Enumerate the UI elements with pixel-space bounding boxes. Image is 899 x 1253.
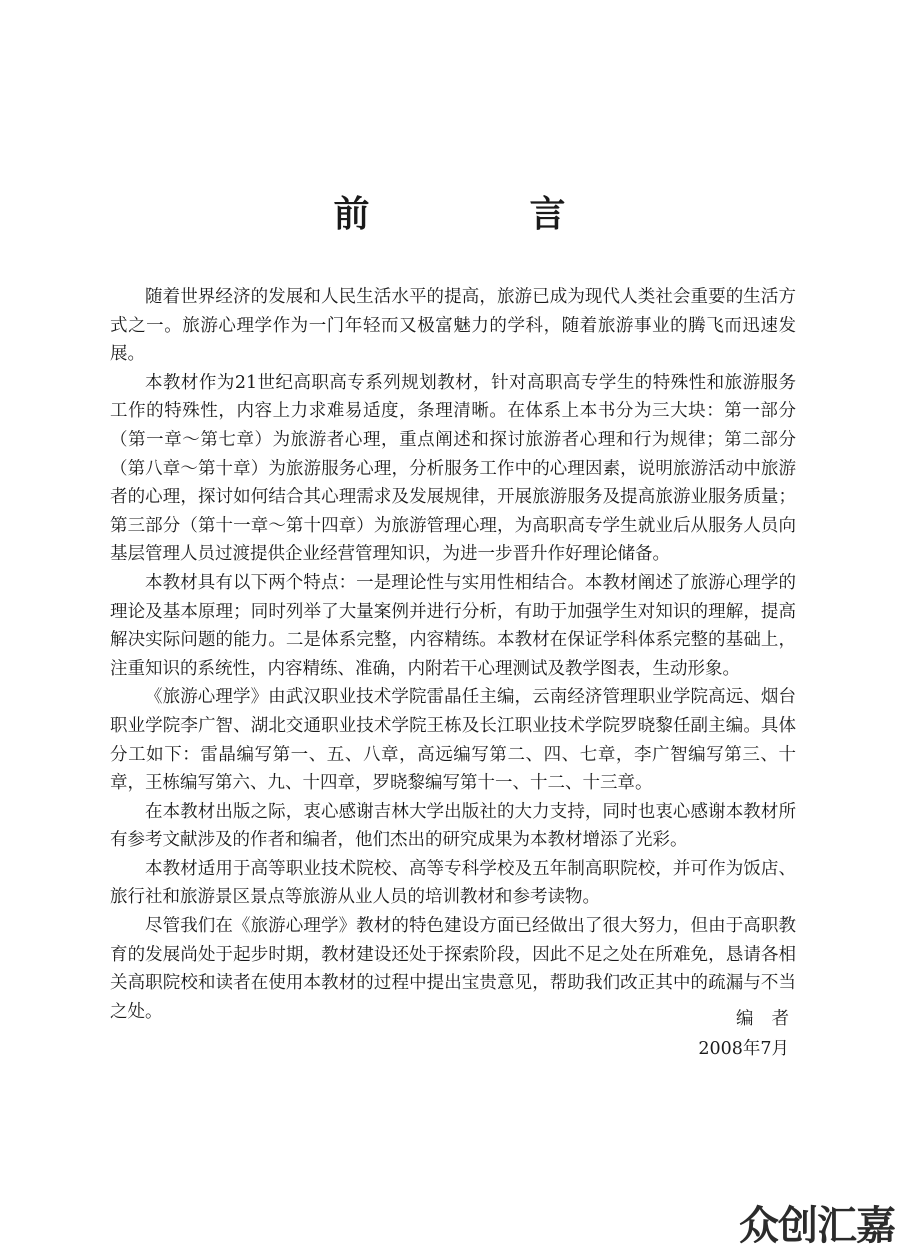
paragraph: 《旅游心理学》由武汉职业技术学院雷晶任主编，云南经济管理职业学院高远、烟台职业学院李广智、湖北交通职业技术学院王栋及长江职业技术学院罗晓黎任副主编。具体分工如下：雷晶编写第一、五、八章，高远编写第二、四、七章，李广智编写第三、十章，王栋编写第六、九、十四章，罗晓黎编写第十一、十二、十三章。: [110, 687, 796, 794]
paragraph: 本教材作为21世纪高职高专系列规划教材，针对高职高专学生的特殊性和旅游服务工作的特殊性，内容上力求难易适度，条理清晰。在体系上本书分为三大块：第一部分（第一章～第七章）为旅游者心理，重点阐述和探讨旅游者心理和行为规律；第二部分（第八章～第十章）为旅游服务心理，分析服务工作中的心理因素，说明旅游活动中旅游者的心理，探讨如何结合其心理需求及发展规律，开展旅游服务及提高旅游业服务质量；第三部分（第十一章～第十四章）为旅游管理心理，为高职高专学生就业后从服务人员向基层管理人员过渡提供企业经营管理知识，为进一步晋升作好理论储备。: [110, 372, 796, 565]
signature-date: 2008年7月: [698, 1039, 789, 1059]
paragraph: 在本教材出版之际，衷心感谢吉林大学出版社的大力支持，同时也衷心感谢本教材所有参考文献涉及的作者和编者，他们杰出的研究成果为本教材增添了光彩。: [110, 801, 796, 851]
preface-body: [110, 283, 796, 1026]
paragraph: 尽管我们在《旅游心理学》教材的特色建设方面已经做出了很大努力，但由于高职教育的发展尚处于起步时期，教材建设还处于探索阶段，因此不足之处在所难免，恳请各相关高职院校和读者在使用本教材的过程中提出宝贵意见，帮助我们改正其中的疏漏与不当之处。: [110, 916, 796, 1022]
watermark-logo: 众创汇嘉: [739, 1203, 895, 1249]
paragraph: 本教材适用于高等职业技术院校、高等专科学校及五年制高职院校，并可作为饭店、旅行社和旅游景区景点等旅游从业人员的培训教材和参考读物。: [110, 858, 796, 908]
paragraph: 本教材具有以下两个特点：一是理论性与实用性相结合。本教材阐述了旅游心理学的理论及基本原理；同时列举了大量案例并进行分析，有助于加强学生对知识的理解，提高解决实际问题的能力。二是体系完整，内容精练。本教材在保证学科体系完整的基础上，注重知识的系统性，内容精练、准确，内附若干心理测试及教学图表，生动形象。: [110, 572, 796, 679]
signature-role: 编者: [736, 1009, 807, 1029]
page-title: 前 言: [333, 193, 628, 235]
paragraph: 随着世界经济的发展和人民生活水平的提高，旅游已成为现代人类社会重要的生活方式之一。旅游心理学作为一门年轻而又极富魅力的学科，随着旅游事业的腾飞而迅速发展。: [110, 287, 796, 365]
